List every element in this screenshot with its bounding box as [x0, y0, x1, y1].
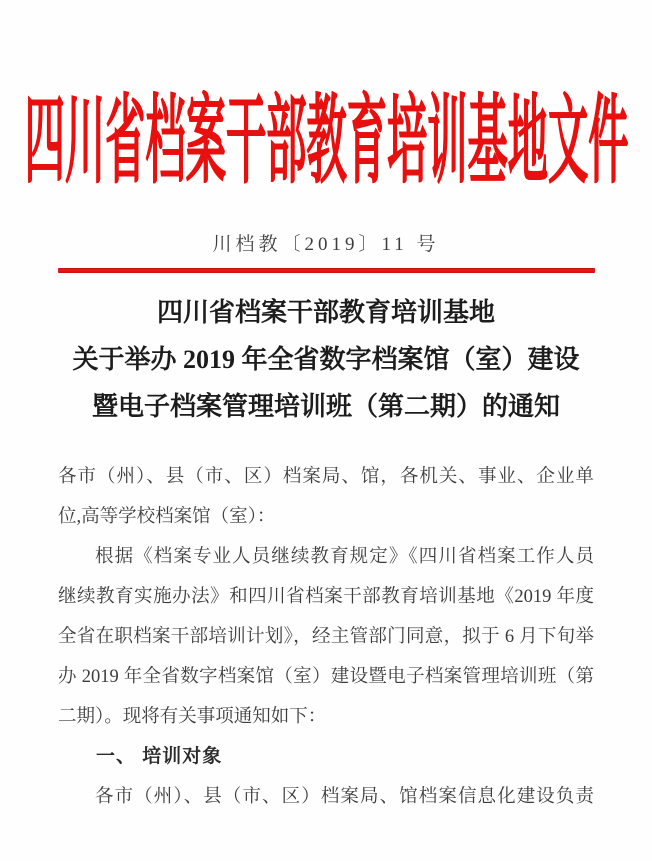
body-line: 继续教育实施办法》和四川省档案干部教育培训基地《2019 年度 [58, 587, 594, 607]
body-line: 二期）。现将有关事项通知如下： [58, 707, 327, 727]
letterhead-title: 四川省档案干部教育培训基地文件 [24, 88, 628, 196]
title-line-2: 关于举办 2019 年全省数字档案馆（室）建设 [72, 345, 580, 374]
document-body [58, 457, 594, 817]
body-line: 位,高等学校档案馆（室）： [58, 507, 276, 527]
document-number: 川档教〔2019〕11 号 [212, 234, 440, 255]
letterhead-banner [0, 84, 652, 200]
body-line: 根据《档案专业人员继续教育规定》《四川省档案工作人员 [95, 547, 594, 567]
body-line: 全省在职档案干部培训计划》，经主管部门同意，拟于 6 月下旬举 [58, 627, 594, 647]
title-line-3: 暨电子档案管理培训班（第二期）的通知 [91, 392, 560, 421]
title-line-1: 四川省档案干部教育培训基地 [156, 298, 495, 327]
section-heading-training-target: 一、 培训对象 [96, 746, 223, 767]
body-line: 各市（州）、县（市、区）档案局、馆，各机关、事业、企业单 [58, 467, 594, 487]
document-title [0, 289, 652, 430]
red-separator-line [58, 268, 595, 273]
body-line: 办 2019 年全省数字档案馆（室）建设暨电子档案管理培训班（第 [58, 667, 594, 687]
body-line: 各市（州）、县（市、区）档案局、馆档案信息化建设负责 [95, 787, 594, 807]
